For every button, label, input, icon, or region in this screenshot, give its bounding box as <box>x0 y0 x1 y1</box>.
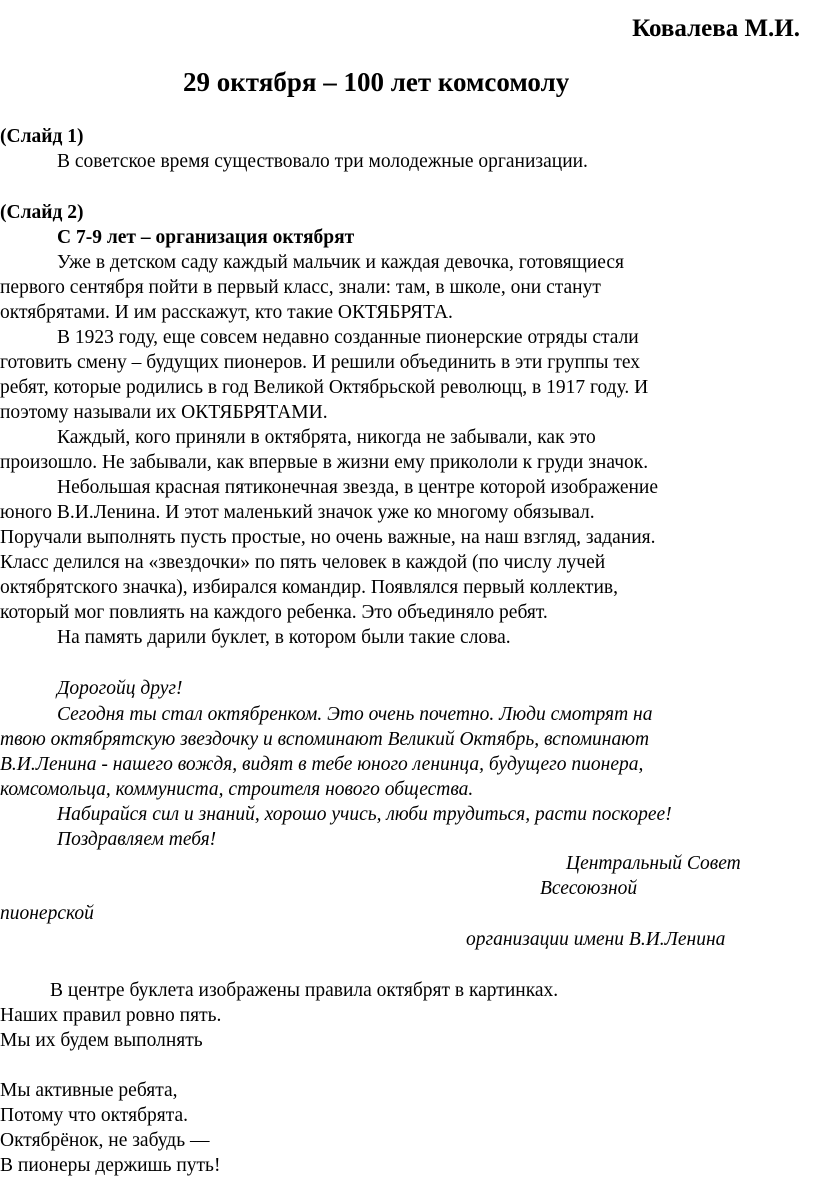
letter-greeting: Дорогойц друг! <box>57 678 183 699</box>
document-title: 29 октября – 100 лет комсомолу <box>183 67 570 97</box>
paragraph-line: Небольшая красная пятиконечная звезда, в центре которой изображение <box>57 477 659 498</box>
paragraph-line: Поручали выполнять пусть простые, но очень важные, на наш взгляд, задания. <box>0 527 656 548</box>
letter-line: Сегодня ты стал октябренком. Это очень почетно. Люди смотрят на <box>57 704 653 725</box>
letter-congrats: Поздравляем тебя! <box>57 829 217 850</box>
letter-line: комсомольца, коммуниста, строителя нового общества. <box>0 779 474 800</box>
poem-line: Мы активные ребята, <box>0 1080 178 1101</box>
paragraph-line: юного В.И.Ленина. И этот маленький значок уже ко многому обязывал. <box>0 502 595 523</box>
paragraph-line: ребят, которые родились в год Великой Октябрьской революцц, в 1917 году. И <box>0 377 649 398</box>
paragraph-line: первого сентября пойти в первый класс, знали: там, в школе, они станут <box>0 277 601 298</box>
paragraph-line: В 1923 году, еще совсем недавно созданные пионерские отряды стали <box>57 327 639 348</box>
paragraph-line: произошло. Не забывали, как впервые в жизни ему прикололи к груди значок. <box>0 452 649 473</box>
paragraph-line: который мог повлиять на каждого ребенка. Это объединяло ребят. <box>0 602 548 623</box>
paragraph-line: октябрятами. И им расскажут, кто такие ОКТЯБРЯТА. <box>0 302 453 323</box>
signature-line: Центральный Совет <box>566 853 741 874</box>
slide-2-heading: С 7-9 лет – организация октябрят <box>57 227 355 248</box>
signature-line: пионерской <box>0 903 94 924</box>
slide-1-text: В советское время существовало три молодежные организации. <box>57 151 588 172</box>
paragraph-line: Класс делился на «звездочки» по пять человек в каждой (по числу лучей <box>0 552 606 573</box>
paragraph-line: готовить смену – будущих пионеров. И решили объединить в эти группы тех <box>0 352 640 373</box>
poem-line: Октябрёнок, не забудь — <box>0 1130 210 1151</box>
slide-2-label: (Слайд 2) <box>0 202 84 223</box>
slide-1-label: (Слайд 1) <box>0 126 84 147</box>
paragraph-line: Каждый, кого приняли в октябрята, никогда не забывали, как это <box>57 427 596 448</box>
paragraph-line: На память дарили буклет, в котором были такие слова. <box>57 627 511 648</box>
paragraph-line: Уже в детском саду каждый мальчик и каждая девочка, готовящиеся <box>57 252 624 273</box>
letter-line: В.И.Ленина - нашего вождя, видят в тебе юного ленинца, будущего пионера, <box>0 754 644 775</box>
paragraph-line: поэтому называли их ОКТЯБРЯТАМИ. <box>0 402 328 423</box>
poem-line: Потому что октябрята. <box>0 1105 189 1126</box>
rules-intro: В центре буклета изображены правила октябрят в картинках. <box>50 980 559 1001</box>
signature-line: Всесоюзной <box>540 878 638 899</box>
rules-line: Мы их будем выполнять <box>0 1030 203 1051</box>
rules-line: Наших правил ровно пять. <box>0 1005 222 1026</box>
letter-line: твою октябрятскую звездочку и вспоминают Великий Октябрь, вспоминают <box>0 729 650 750</box>
author-name: Ковалева М.И. <box>632 15 800 42</box>
poem-line: В пионеры держишь путь! <box>0 1155 221 1176</box>
paragraph-line: октябрятского значка), избирался командир. Появлялся первый коллектив, <box>0 577 618 598</box>
signature-line: организации имени В.И.Ленина <box>466 929 726 950</box>
letter-wish: Набирайся сил и знаний, хорошо учись, люби трудиться, расти поскорее! <box>57 804 672 825</box>
